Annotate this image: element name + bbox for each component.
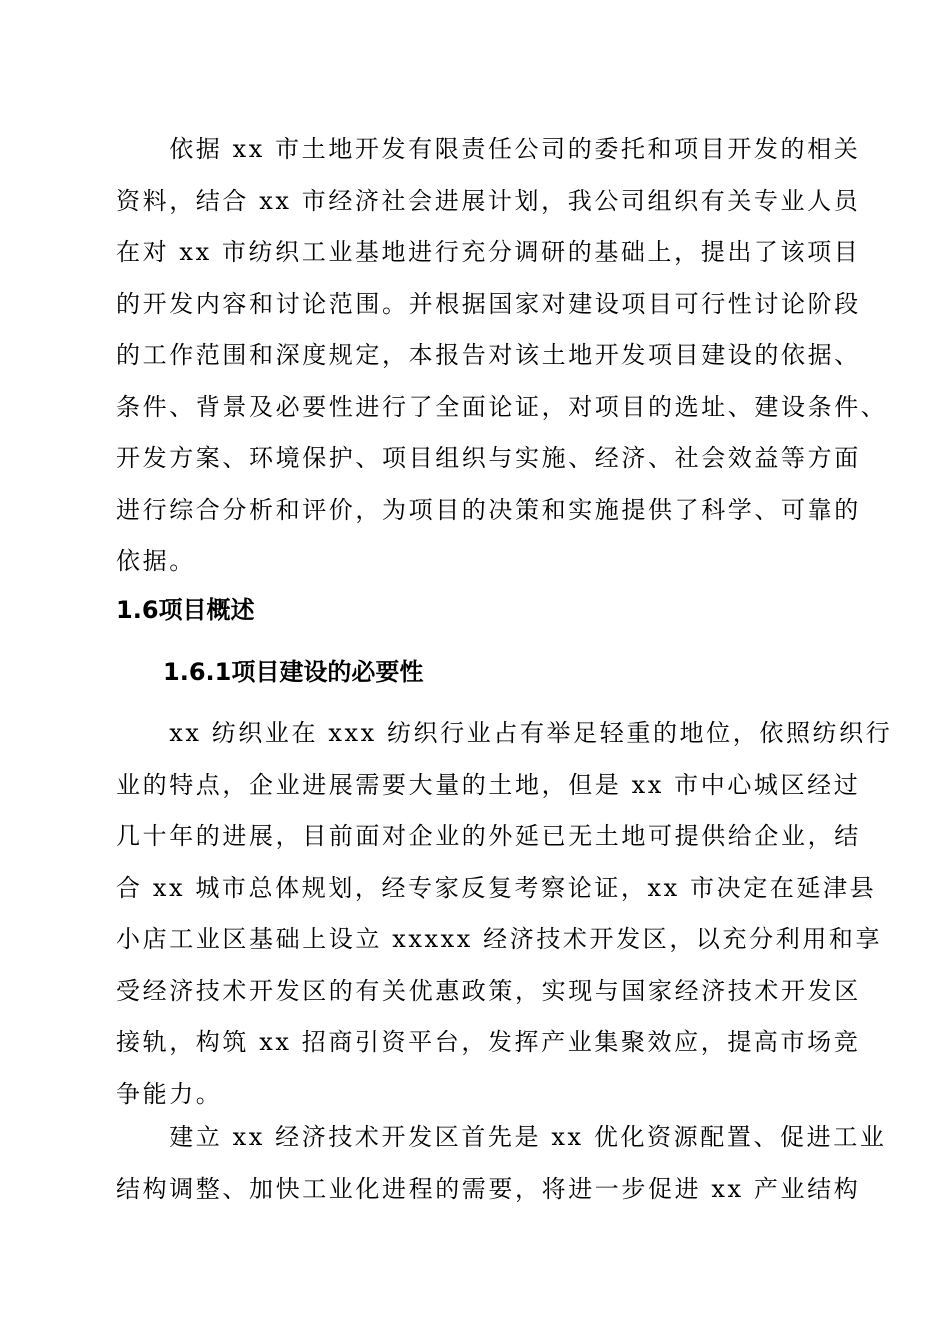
- section-heading: 1.6项目概述: [116, 596, 255, 624]
- paragraph-line: 的开发内容和讨论范围。并根据国家对建设项目可行性讨论阶段: [116, 289, 861, 318]
- paragraph-line: xx 纺织业在 xxx 纺织行业占有举足轻重的地位，依照纺织行: [116, 719, 893, 747]
- paragraph-line: 依据。: [116, 547, 196, 575]
- paragraph-line: 业的特点，企业进展需要大量的土地，但是 xx 市中心城区经过: [116, 770, 861, 799]
- paragraph-line: 开发方案、环境保护、项目组织与实施、经济、社会效益等方面: [116, 444, 861, 472]
- paragraph-line: 的工作范围和深度规定，本报告对该土地开发项目建设的依据、: [116, 341, 861, 369]
- subsection-heading: 1.6.1项目建设的必要性: [163, 658, 424, 686]
- paragraph-line: 受经济技术开发区的有关优惠政策，实现与国家经济技术开发区: [116, 976, 861, 1005]
- paragraph-line: 条件、背景及必要性进行了全面论证，对项目的选址、建设条件、: [116, 392, 888, 421]
- paragraph-line: 在对 xx 市纺织工业基地进行充分调研的基础上，提出了该项目: [116, 238, 861, 266]
- paragraph-line: 依据 xx 市土地开发有限责任公司的委托和项目开发的相关: [116, 135, 861, 163]
- paragraph-line: 合 xx 城市总体规划，经专家反复考察论证，xx 市决定在延津县: [116, 873, 877, 902]
- structure-paragraph: [116, 1112, 887, 1215]
- necessity-paragraph: [116, 708, 893, 1120]
- paragraph-line: 建立 xx 经济技术开发区首先是 xx 优化资源配置、促进工业: [116, 1123, 887, 1151]
- intro-paragraph: [116, 124, 888, 588]
- paragraph-line: 争能力。: [116, 1079, 223, 1108]
- paragraph-line: 结构调整、加快工业化进程的需要，将进一步促进 xx 产业结构: [116, 1174, 861, 1203]
- paragraph-line: 小店工业区基础上设立 xxxxx 经济技术开发区，以充分利用和享: [116, 925, 883, 953]
- paragraph-line: 接轨，构筑 xx 招商引资平台，发挥产业集聚效应，提高市场竞: [116, 1028, 861, 1056]
- paragraph-line: 几十年的进展，目前面对企业的外延已无土地可提供给企业，结: [116, 822, 861, 850]
- paragraph-line: 进行综合分析和评价，为项目的决策和实施提供了科学、可靠的: [116, 495, 861, 524]
- paragraph-line: 资料，结合 xx 市经济社会进展计划，我公司组织有关专业人员: [116, 186, 861, 215]
